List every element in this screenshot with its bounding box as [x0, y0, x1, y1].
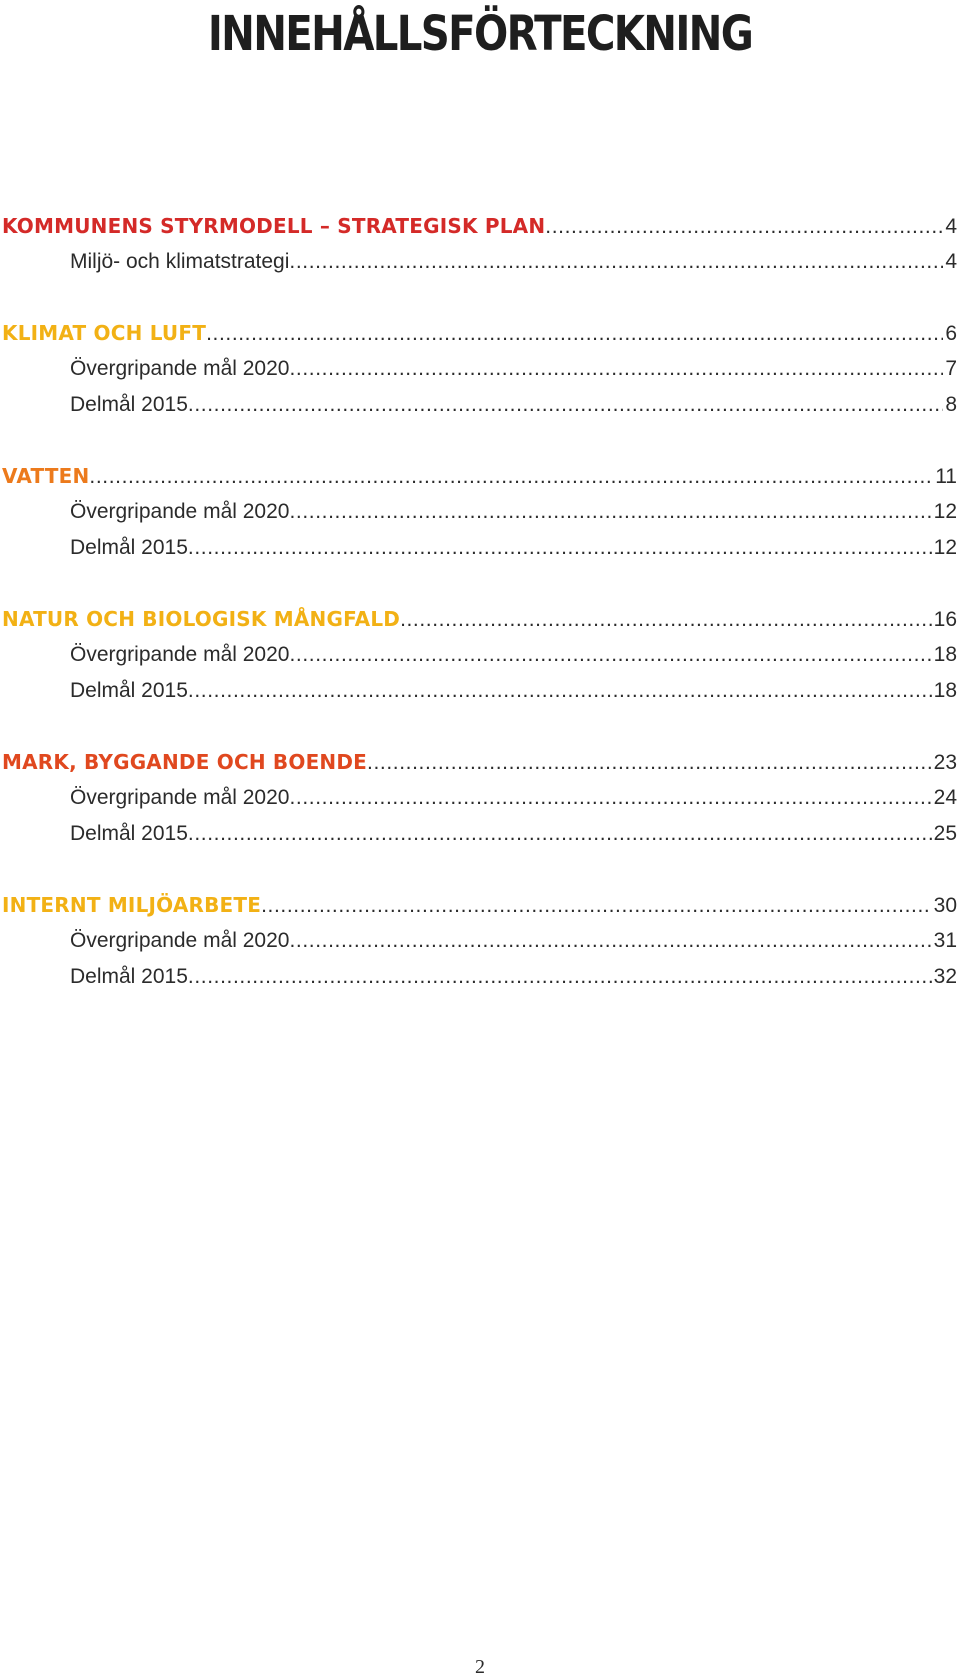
- dot-leader: [289, 780, 931, 816]
- toc-page-number: 31: [933, 929, 957, 952]
- toc-page-number: 7: [945, 357, 957, 380]
- toc-page-number: 12: [933, 500, 957, 523]
- dot-leader: [188, 530, 932, 566]
- toc-item-label: Delmål 2015: [70, 679, 188, 702]
- toc-item-row[interactable]: [2, 673, 957, 709]
- toc-item-row[interactable]: [2, 494, 957, 530]
- toc-page-number: 4: [945, 250, 957, 273]
- page-number: 2: [475, 1656, 485, 1678]
- toc-item-row[interactable]: [2, 351, 957, 387]
- toc-heading-row[interactable]: [2, 601, 957, 637]
- toc-page-number: 11: [935, 465, 957, 488]
- toc-page-number: 25: [933, 822, 957, 845]
- toc-section: [2, 315, 957, 423]
- toc-item-label: Delmål 2015: [70, 393, 188, 416]
- toc-page-number: 32: [933, 965, 957, 988]
- toc-item-row[interactable]: [2, 780, 957, 816]
- dot-leader: [261, 888, 932, 924]
- dot-leader: [289, 351, 943, 387]
- toc-page-number: 8: [945, 393, 957, 416]
- dot-leader: [289, 637, 931, 673]
- toc-heading-label: NATUR OCH BIOLOGISK MÅNGFALD: [2, 607, 401, 631]
- toc-page-number: 16: [933, 608, 957, 631]
- toc-item-label: Övergripande mål 2020: [70, 929, 290, 952]
- toc-heading-label: MARK, BYGGANDE OCH BOENDE: [2, 750, 368, 774]
- dot-leader: [545, 209, 943, 245]
- dot-leader: [188, 816, 932, 852]
- toc-page-number: 4: [945, 215, 957, 238]
- toc-page-number: 6: [945, 322, 957, 345]
- toc-section: [2, 887, 957, 995]
- toc-item-row[interactable]: [2, 387, 957, 423]
- dot-leader: [206, 316, 943, 352]
- toc-item-row[interactable]: [2, 637, 957, 673]
- toc-item-label: Miljö- och klimatstrategi: [70, 250, 290, 273]
- toc-item-label: Delmål 2015: [70, 536, 188, 559]
- toc-item-row[interactable]: [2, 816, 957, 852]
- toc-heading-row[interactable]: [2, 458, 957, 494]
- toc-item-label: Delmål 2015: [70, 965, 188, 988]
- toc-heading-label: KLIMAT OCH LUFT: [2, 321, 207, 345]
- toc-heading-row[interactable]: [2, 208, 957, 244]
- toc-section: [2, 744, 957, 852]
- toc-page-number: 12: [933, 536, 957, 559]
- toc-item-label: Övergripande mål 2020: [70, 786, 290, 809]
- toc-heading-row[interactable]: [2, 315, 957, 351]
- dot-leader: [400, 602, 932, 638]
- toc-item-label: Övergripande mål 2020: [70, 643, 290, 666]
- dot-leader: [367, 745, 932, 781]
- toc-page-number: 18: [933, 679, 957, 702]
- toc-item-label: Övergripande mål 2020: [70, 500, 290, 523]
- toc-heading-label: VATTEN: [2, 464, 90, 488]
- toc-section: [2, 208, 957, 280]
- dot-leader: [289, 244, 943, 280]
- toc-heading-row[interactable]: [2, 744, 957, 780]
- dot-leader: [188, 673, 932, 709]
- toc-page-number: 18: [933, 643, 957, 666]
- dot-leader: [188, 959, 932, 995]
- toc-page-number: 23: [933, 751, 957, 774]
- table-of-contents: [2, 208, 957, 1030]
- toc-heading-row[interactable]: [2, 887, 957, 923]
- toc-item-row[interactable]: [2, 923, 957, 959]
- toc-heading-label: KOMMUNENS STYRMODELL – STRATEGISK PLAN: [2, 214, 546, 238]
- toc-heading-label: INTERNT MILJÖARBETE: [2, 893, 262, 917]
- toc-section: [2, 458, 957, 566]
- dot-leader: [289, 923, 931, 959]
- dot-leader: [89, 459, 933, 495]
- toc-section: [2, 601, 957, 709]
- toc-item-label: Övergripande mål 2020: [70, 357, 290, 380]
- dot-leader: [188, 387, 943, 423]
- dot-leader: [289, 494, 931, 530]
- toc-page-number: 30: [933, 894, 957, 917]
- toc-item-label: Delmål 2015: [70, 822, 188, 845]
- toc-page-number: 24: [933, 786, 957, 809]
- toc-item-row[interactable]: [2, 244, 957, 280]
- toc-item-row[interactable]: [2, 959, 957, 995]
- toc-item-row[interactable]: [2, 530, 957, 566]
- page-title: INNEHÅLLSFÖRTECKNING: [207, 6, 753, 62]
